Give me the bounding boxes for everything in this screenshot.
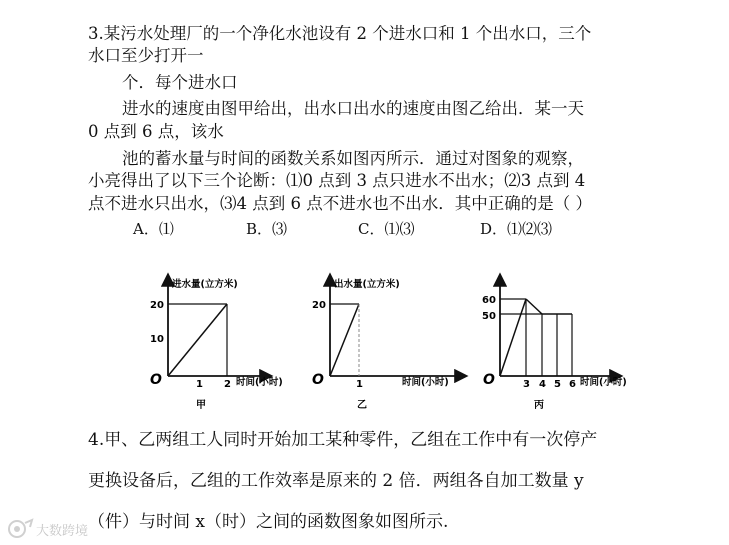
- jia-xlabel: 时间(小时): [236, 377, 283, 388]
- q3-line-2: 水口至少打开一: [88, 46, 204, 65]
- bing-xtick-5: 5: [554, 379, 561, 390]
- jia-caption: 甲: [196, 400, 206, 411]
- q3-line-3: 个．每个进水口: [122, 73, 238, 92]
- q3-line-7: 小亮得出了以下三个论断：⑴0 点到 3 点只进水不出水；⑵3 点到 4: [88, 171, 586, 190]
- q3-line-6: 池的蓄水量与时间的函数关系如图丙所示．通过对图象的观察，: [122, 149, 584, 168]
- jia-origin: O: [150, 372, 162, 388]
- yi-xlabel: 时间(小时): [402, 377, 449, 388]
- watermark-logo-icon: [6, 518, 34, 540]
- jia-ytick-20: 20: [150, 300, 164, 311]
- option-a: A．⑴: [133, 220, 174, 238]
- q3-line-5: 0 点到 6 点，该水: [88, 122, 224, 141]
- bing-ytick-50: 50: [482, 311, 496, 322]
- bing-xtick-4: 4: [539, 379, 546, 390]
- bing-line-fall: [526, 299, 542, 314]
- jia-xtick-1: 1: [196, 379, 203, 390]
- q4-line-2: 更换设备后，乙组的工作效率是原来的 2 倍．两组各自加工数量 y: [88, 471, 584, 491]
- option-b: B．⑶: [246, 220, 288, 238]
- jia-line: [168, 304, 227, 376]
- bing-xtick-3: 3: [523, 379, 530, 390]
- q4-line-3: （件）与时间 x（时）之间的函数图象如图所示.: [88, 512, 449, 532]
- bing-origin: O: [483, 372, 495, 388]
- q3-line-1: 3.某污水处理厂的一个净化水池设有 2 个进水口和 1 个出水口，三个: [88, 24, 592, 43]
- bing-line-rise: [500, 299, 526, 376]
- jia-xtick-2: 2: [224, 379, 231, 390]
- bing-xlabel: 时间(小时): [580, 377, 627, 388]
- yi-xtick-1: 1: [356, 379, 363, 390]
- jia-ytick-10: 10: [150, 334, 164, 345]
- watermark: [6, 517, 166, 541]
- q4-line-1: 4.甲、乙两组工人同时开始加工某种零件，乙组在工作中有一次停产: [88, 430, 598, 450]
- q3-line-8: 点不进水只出水，⑶4 点到 6 点不进水也不出水．其中正确的是（ ）: [88, 194, 592, 213]
- bing-ytick-60: 60: [482, 295, 496, 306]
- bing-caption: 丙: [534, 400, 544, 411]
- yi-line: [330, 304, 359, 376]
- yi-caption: 乙: [357, 400, 367, 411]
- jia-ylabel: 进水量(立方米): [172, 279, 238, 290]
- option-c: C．⑴⑶: [358, 220, 415, 238]
- yi-ylabel: 出水量(立方米): [334, 279, 400, 290]
- graph-bing: [482, 276, 627, 411]
- q3-line-4: 进水的速度由图甲给出，出水口出水的速度由图乙给出．某一天: [122, 99, 584, 118]
- bing-xtick-6: 6: [569, 379, 576, 390]
- watermark-text: 大数跨境: [36, 524, 89, 539]
- yi-ytick-20: 20: [312, 300, 326, 311]
- graph-yi: [312, 276, 465, 411]
- figure-graphs: [0, 268, 729, 438]
- yi-origin: O: [312, 372, 324, 388]
- graph-jia: [150, 276, 283, 411]
- option-d: D．⑴⑵⑶: [480, 220, 553, 238]
